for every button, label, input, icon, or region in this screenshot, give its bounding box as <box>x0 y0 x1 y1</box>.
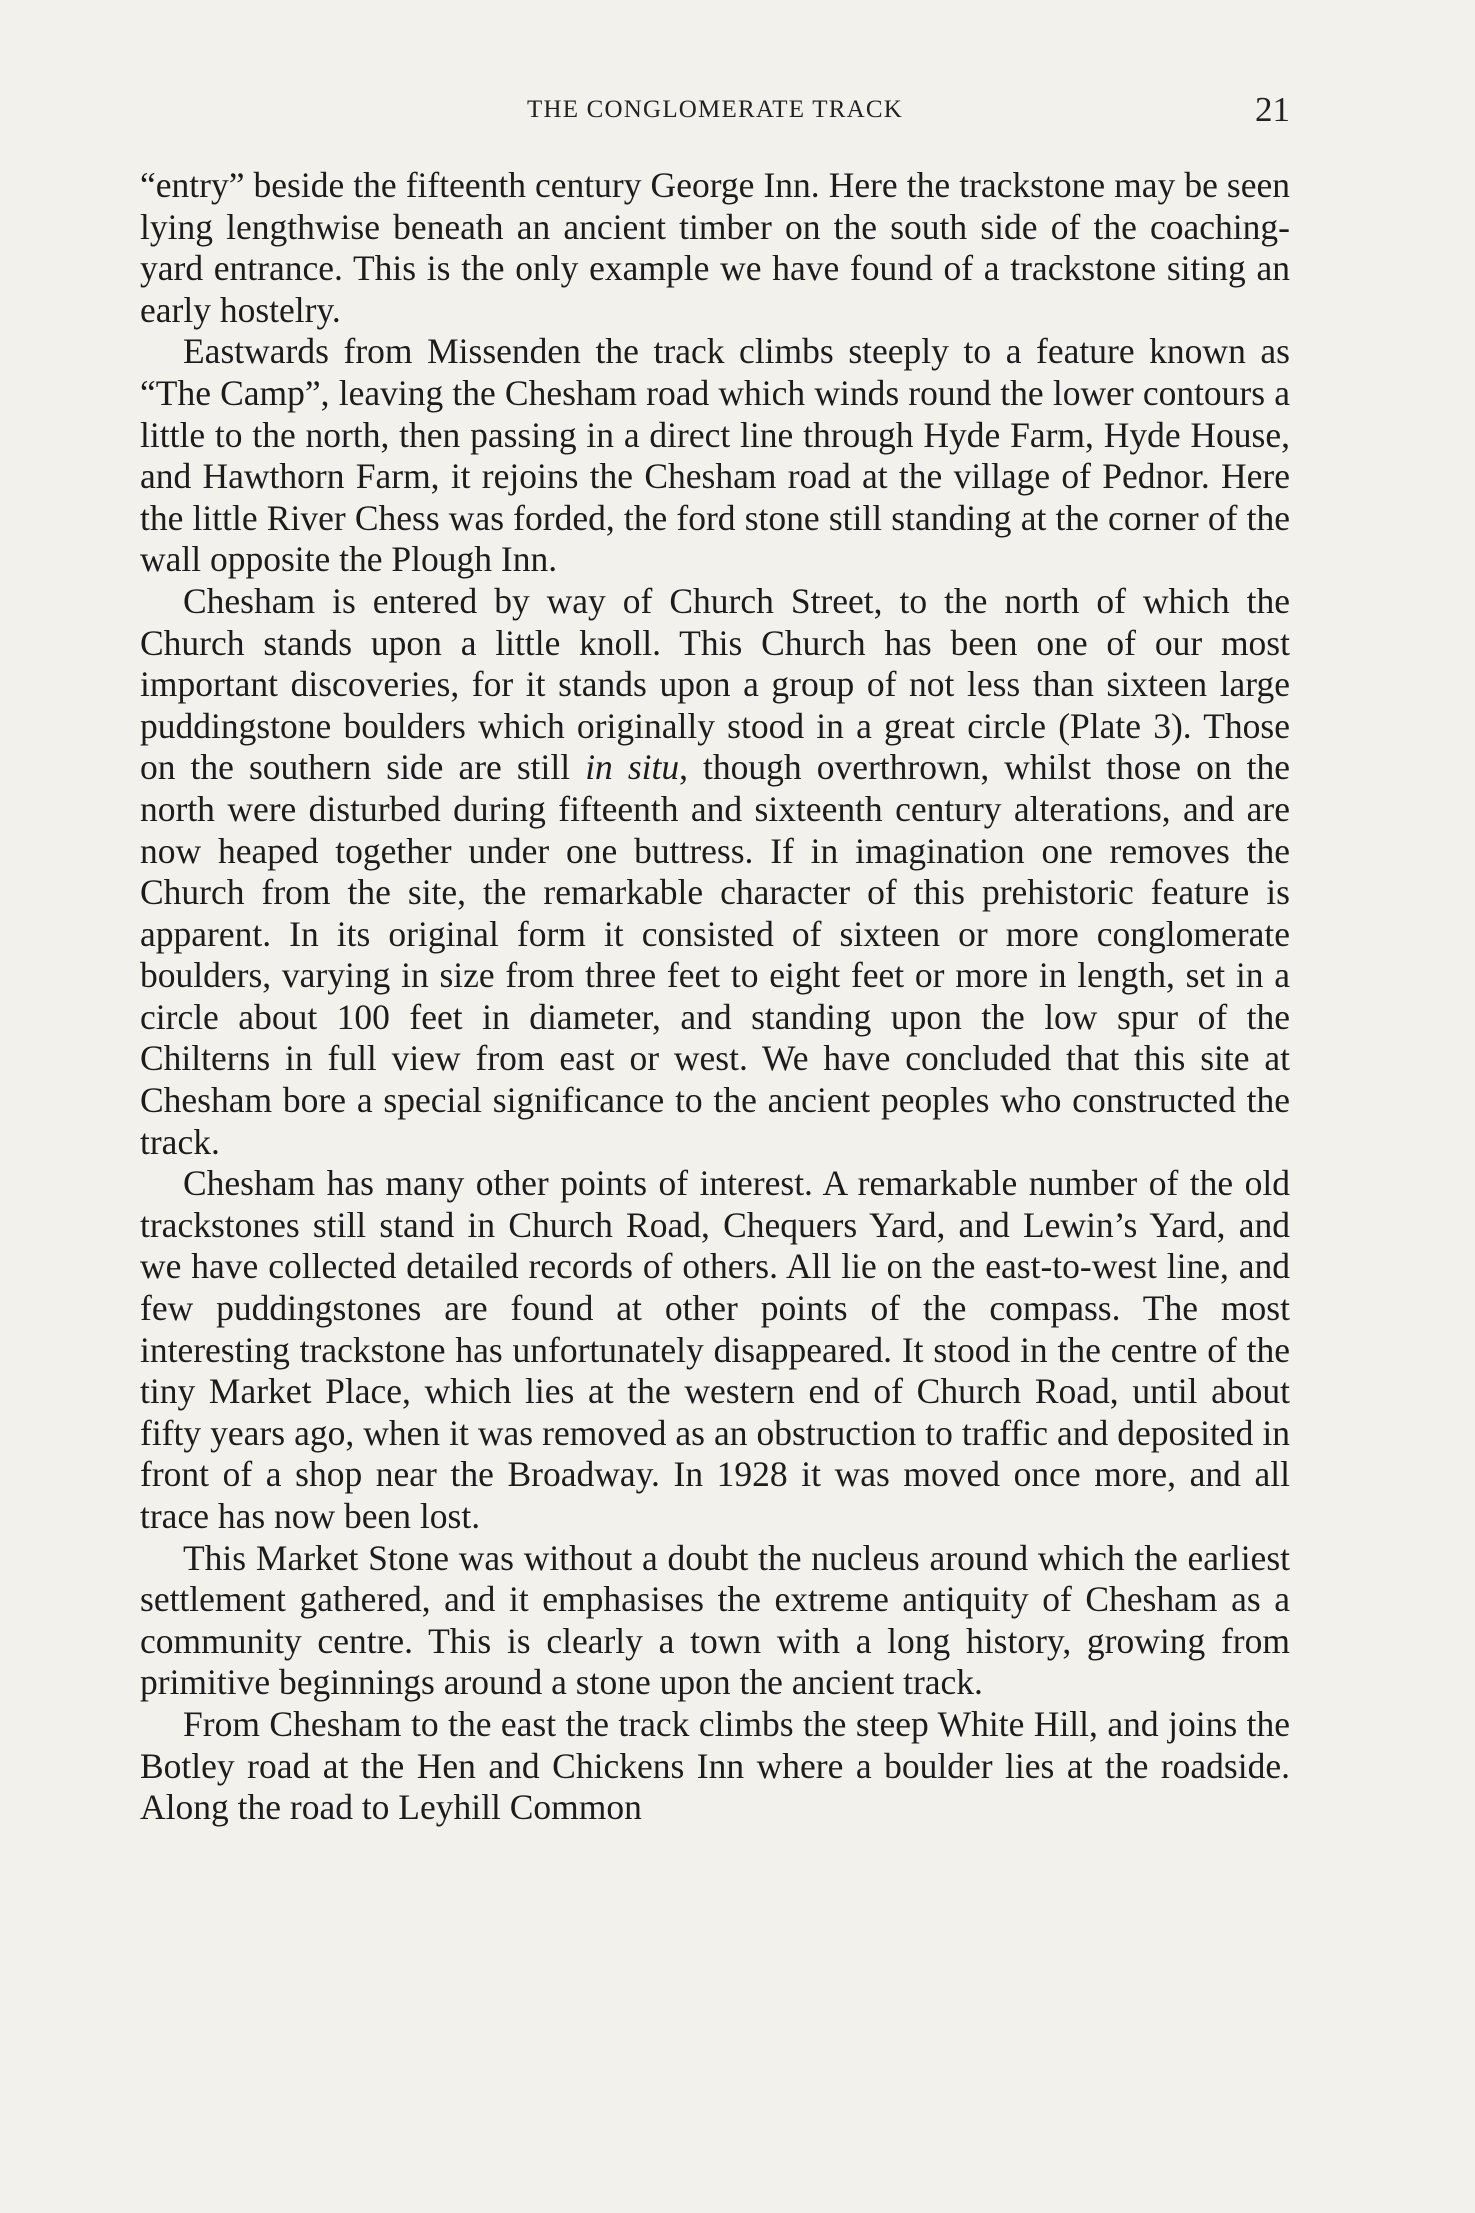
page-number: 21 <box>1255 90 1290 129</box>
paragraph-3-text-start: Chesham is entered by way of Church Street, to the north of which the Church stands upon a little knoll. This Church has been one of our most important discoveries, for it stands upon a group of not less than sixteen large puddingstone boulders which originally stood in a great circle (Plate 3). Those on the southern side are still <box>140 580 1290 788</box>
paragraph-4-text: Chesham has many other points of interest. A remarkable number of the old trackstones still stand in Church Road, Chequers Yard, and Lewin’s Yard, and we have collected detailed records of others. All lie on the east-to-west line, and few puddingstones are found at other points of the compass. The most interesting trackstone has unfortunately disappeared. It stood in the centre of the tiny Market Place, which lies at the western end of Church Road, until about fifty years ago, when it was removed as an obstruction to traffic and deposited in front of a shop near the Broadway. In 1928 it was moved once more, and all trace has now been lost. <box>140 1163 1290 1536</box>
paragraph-6 <box>140 1704 1290 1829</box>
paragraph-3 <box>140 581 1290 1163</box>
paragraph-1-text: “entry” beside the fifteenth century George Inn. Here the trackstone may be seen lying lengthwise beneath an ancient timber on the south side of the coaching-yard entrance. This is the only example we have found of a trackstone siting an early hostelry. <box>140 165 1290 330</box>
running-head: THE CONGLOMERATE TRACK <box>527 96 903 123</box>
paragraph-1 <box>140 165 1290 331</box>
paragraph-3-italic-phrase: in situ <box>585 747 680 788</box>
paragraph-6-text: From Chesham to the east the track climbs the steep White Hill, and joins the Botley road at the Hen and Chickens Inn where a boulder lies at the roadside. Along the road to Leyhill Common <box>140 1703 1290 1828</box>
paragraph-2-text: Eastwards from Missenden the track climbs steeply to a feature known as “The Camp”, leaving the Chesham road which winds round the lower contours a little to the north, then passing in a direct line through Hyde Farm, Hyde House, and Hawthorn Farm, it rejoins the Chesham road at the village of Pednor. Here the little River Chess was forded, the ford stone still standing at the corner of the wall opposite the Plough Inn. <box>140 331 1290 580</box>
paragraph-4 <box>140 1163 1290 1537</box>
body-text <box>140 165 1290 1829</box>
paragraph-5-text: This Market Stone was without a doubt the nucleus around which the earliest settlement gathered, and it emphasises the extreme antiquity of Chesham as a community centre. This is clearly a town with a long history, growing from primitive beginnings around a stone upon the ancient track. <box>140 1537 1290 1703</box>
page-header <box>140 90 1290 140</box>
paragraph-3-text-end: , though overthrown, whilst those on the north were disturbed during fifteenth and sixteenth century alterations, and are now heaped together under one buttress. If in imagination one removes the Church from the site, the remarkable character of this prehistoric feature is apparent. In its original form it consisted of sixteen or more conglomerate boulders, varying in size from three feet to eight feet or more in length, set in a circle about 100 feet in diameter, and standing upon the low spur of the Chilterns in full view from east or west. We have concluded that this site at Chesham bore a special significance to the ancient peoples who constructed the track. <box>140 747 1291 1162</box>
paragraph-5 <box>140 1538 1290 1704</box>
paragraph-2 <box>140 331 1290 581</box>
